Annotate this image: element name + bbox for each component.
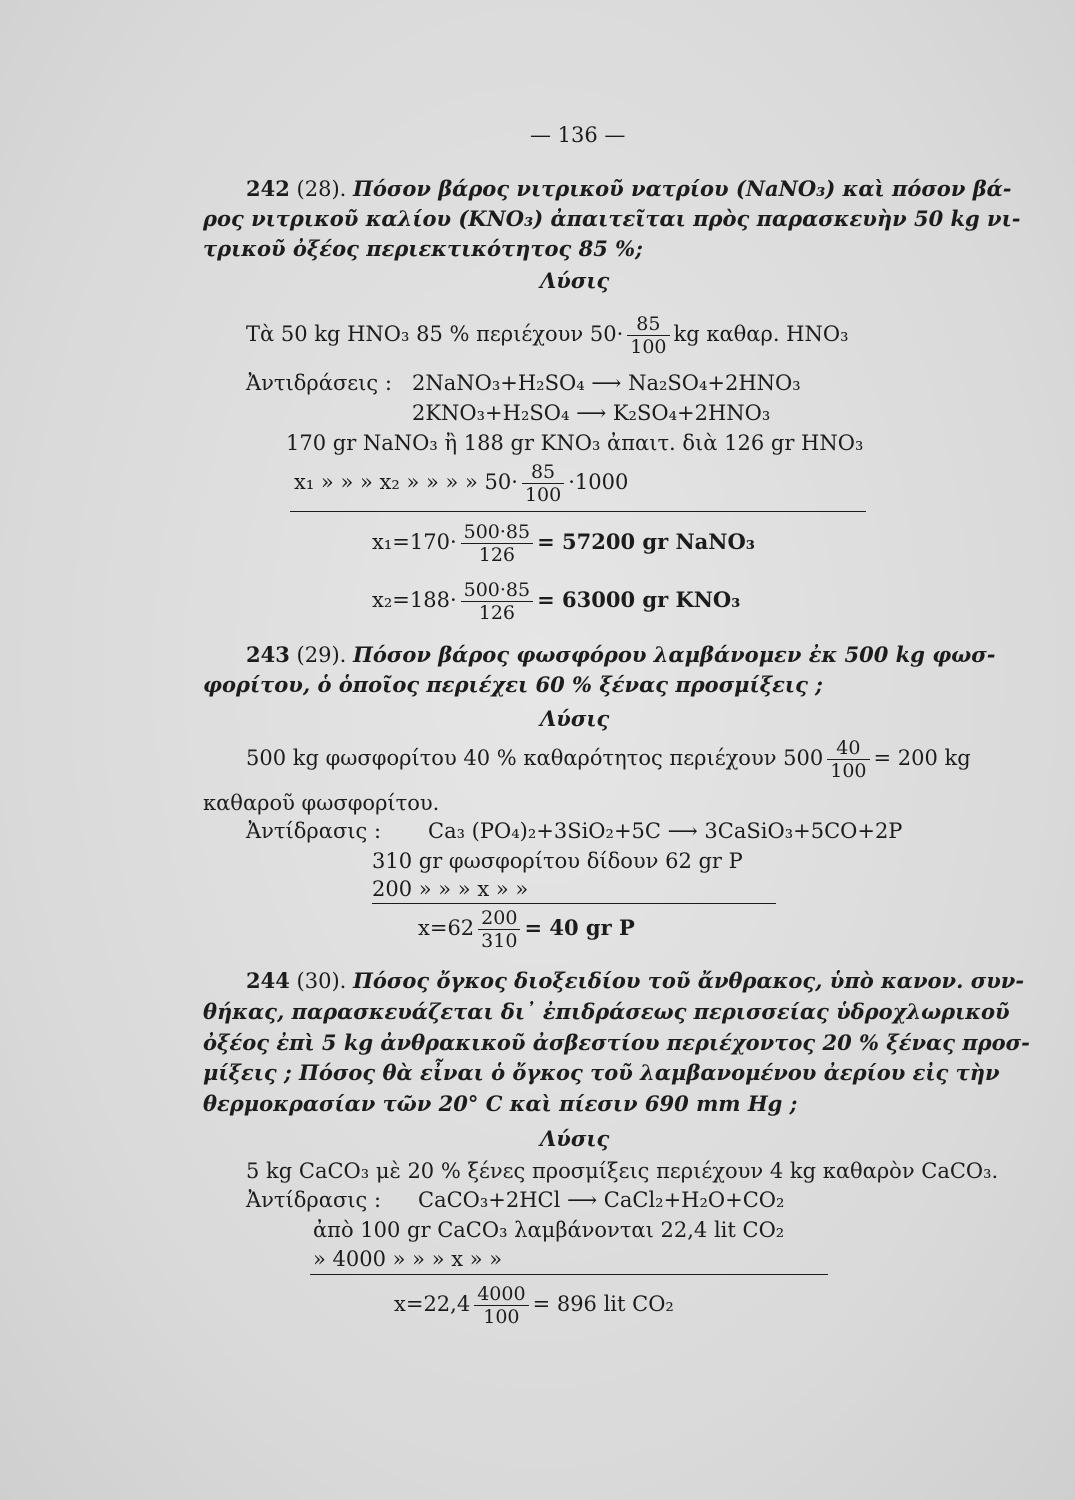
problem-ref: (28). (296, 177, 347, 201)
solution-line (246, 734, 971, 782)
text: x₂=188· (372, 588, 457, 612)
text: x=62 (418, 916, 475, 940)
reaction-label: Ἀντίδρασις : (246, 819, 382, 843)
solution-line: 5 kg CaCO₃ μὲ 20 % ξένες προσμίξεις περιέχουν 4 kg καθαρὸν CaCO₃. (246, 1159, 999, 1183)
numerator: 85 (627, 313, 669, 336)
numerator: 500·85 (461, 579, 533, 602)
problem-244-line-3: ὀξέος ἐπὶ 5 kg ἀνθρακικοῦ ἀσβεστίου περιέχοντος 20 % ξένας προσ- (203, 1030, 1030, 1055)
text: Τὰ 50 kg HNO₃ 85 % περιέχουν 50· (246, 322, 624, 346)
proportion-line: 170 gr NaNO₃ ἢ 188 gr KNO₃ ἀπαιτ. διὰ 126 gr HNO₃ (286, 431, 864, 455)
proportion-line: ἀπὸ 100 gr CaCO₃ λαμβάνονται 22,4 lit CO₂ (313, 1218, 785, 1242)
fraction (478, 907, 520, 952)
proportion-line (294, 458, 628, 506)
text: kg καθαρ. HNO₃ (673, 322, 849, 346)
problem-242-line-1 (246, 176, 1012, 202)
question-text: Πόσον βάρος νιτρικοῦ νατρίου (NaNO₃) καὶ πόσον βά- (353, 176, 1012, 201)
divider-rule (290, 511, 866, 512)
divider-rule (310, 1274, 828, 1275)
problem-number: 243 (246, 642, 290, 667)
reactions-label: Ἀντιδράσεις : (246, 371, 392, 395)
solution-heading: Λύσις (540, 1126, 610, 1151)
problem-243-line-1 (246, 642, 995, 668)
solution-heading: Λύσις (540, 706, 610, 731)
text: x=22,4 (394, 1292, 471, 1316)
denominator: 100 (483, 1306, 520, 1328)
proportion-line: 310 gr φωσφορίτου δίδουν 62 gr P (372, 849, 743, 873)
fraction (827, 737, 869, 782)
question-text: Πόσος ὄγκος διοξειδίου τοῦ ἄνθρακος, ὑπὸ κανον. συν- (353, 968, 1025, 993)
problem-243-line-2: φορίτου, ὁ ὁποῖος περιέχει 60 % ξένας προσμίξεις ; (203, 672, 823, 697)
denominator: 126 (478, 544, 515, 566)
result-value: = 896 lit CO₂ (532, 1292, 674, 1316)
solution-line: καθαροῦ φωσφορίτου. (203, 791, 440, 815)
problem-number: 244 (246, 968, 290, 993)
reaction-label: Ἀντίδρασις : (246, 1188, 382, 1212)
result-line (418, 904, 635, 952)
denominator: 100 (630, 336, 667, 358)
denominator: 310 (481, 930, 518, 952)
text: = 200 kg (873, 746, 971, 770)
reaction-equation: 2KNO₃+H₂SO₄ ⟶ K₂SO₄+2HNO₃ (412, 401, 771, 425)
problem-ref: (29). (296, 643, 347, 667)
fraction (522, 461, 564, 506)
result-value: = 40 gr P (524, 915, 635, 940)
numerator: 4000 (474, 1283, 528, 1306)
numerator: 500·85 (461, 521, 533, 544)
result-line (372, 576, 740, 624)
result-line (394, 1280, 674, 1328)
reaction-equation: CaCO₃+2HCl ⟶ CaCl₂+H₂O+CO₂ (418, 1188, 785, 1212)
proportion-line: 200 » » » x » » (372, 877, 529, 901)
problem-242-line-2: ρος νιτρικοῦ καλίου (KNO₃) ἀπαιτεῖται πρὸς παρασκευὴν 50 kg νι- (203, 206, 1021, 231)
denominator: 100 (830, 760, 867, 782)
solution-line (246, 310, 849, 358)
problem-number: 242 (246, 176, 290, 201)
fraction (627, 313, 669, 358)
fraction (474, 1283, 528, 1328)
numerator: 40 (827, 737, 869, 760)
problem-244-line-5: θερμοκρασίαν τῶν 20° C καὶ πίεσιν 690 mm Hg ; (203, 1091, 798, 1116)
page-number: — 136 — (530, 123, 626, 147)
problem-ref: (30). (296, 969, 347, 993)
problem-244-line-4: μίξεις ; Πόσος θὰ εἶναι ὁ ὄγκος τοῦ λαμβανομένου ἀερίου εἰς τὴν (203, 1060, 1000, 1085)
text: x₁ » » » x₂ » » » » 50· (294, 470, 518, 494)
numerator: 85 (522, 461, 564, 484)
problem-242-line-3: τρικοῦ ὀξέος περιεκτικότητος 85 %; (203, 236, 643, 261)
problem-244-line-1 (246, 968, 1024, 994)
result-line (372, 518, 755, 566)
fraction (461, 579, 533, 624)
question-text: Πόσον βάρος φωσφόρου λαμβάνομεν ἐκ 500 kg φωσ- (353, 642, 996, 667)
numerator: 200 (478, 907, 520, 930)
reaction-equation: Ca₃ (PO₄)₂+3SiO₂+5C ⟶ 3CaSiO₃+5CO+2P (428, 819, 903, 843)
result-value: = 63000 gr KNO₃ (537, 587, 741, 612)
proportion-line: » 4000 » » » x » » (313, 1247, 503, 1271)
result-value: = 57200 gr NaNO₃ (537, 529, 755, 554)
fraction (461, 521, 533, 566)
problem-244-line-2: θήκας, παρασκευάζεται δι᾿ ἐπιδράσεως περισσείας ὑδροχλωρικοῦ (203, 999, 1010, 1024)
solution-heading: Λύσις (540, 268, 610, 293)
denominator: 100 (524, 484, 562, 506)
text: ·1000 (568, 470, 629, 494)
reaction-equation: 2NaNO₃+H₂SO₄ ⟶ Na₂SO₄+2HNO₃ (412, 371, 801, 395)
text: 500 kg φωσφορίτου 40 % καθαρότητος περιέχουν 500 (246, 746, 824, 770)
text: x₁=170· (372, 530, 457, 554)
denominator: 126 (478, 602, 515, 624)
